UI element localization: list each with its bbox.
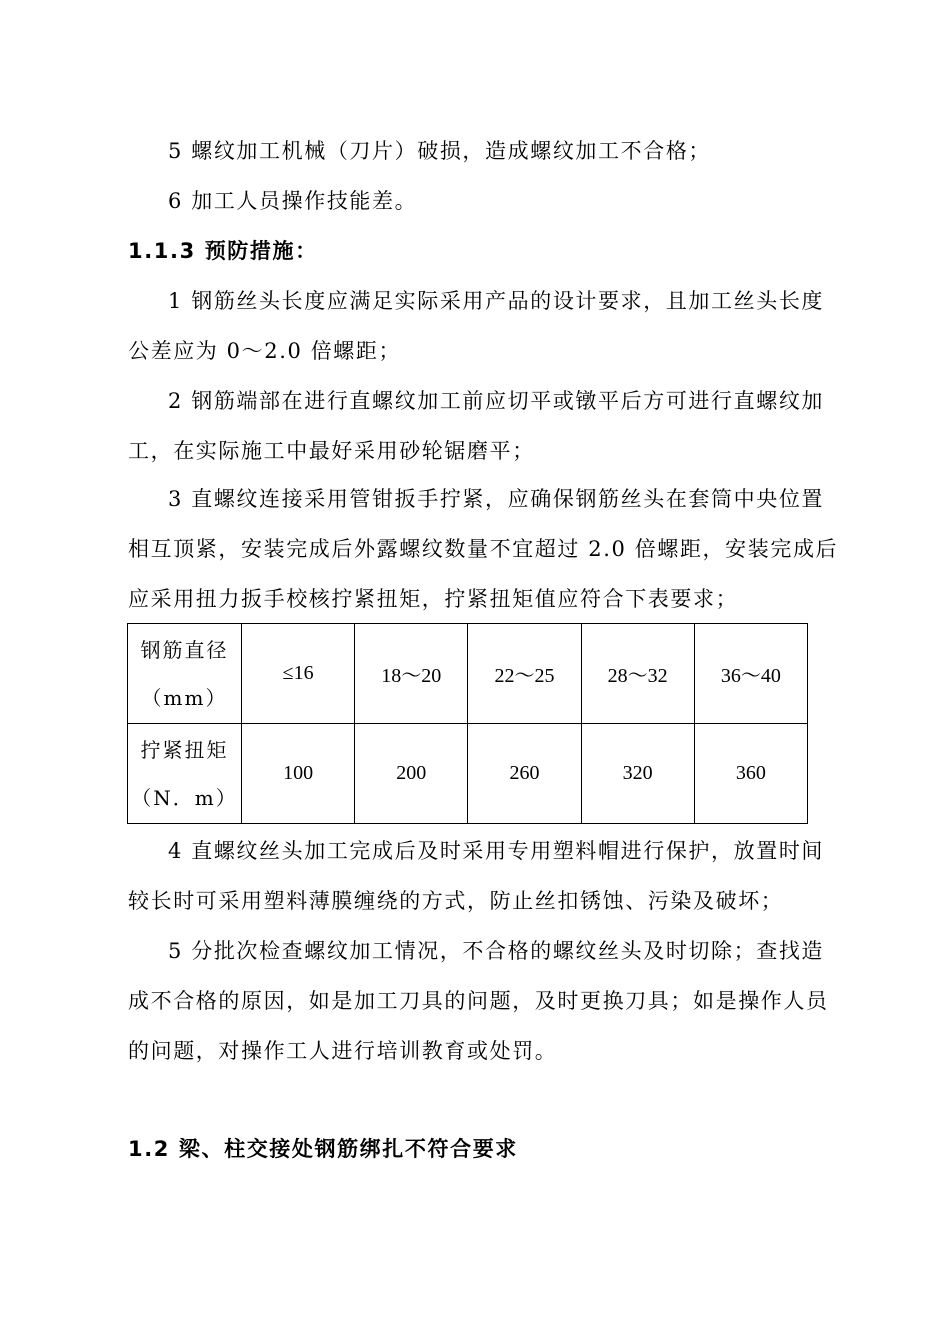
section-heading-1-2: 1.2 梁、柱交接处钢筋绑扎不符合要求 [128,1137,518,1161]
table-row-torque [128,724,808,824]
measure-5-line-3: 的问题，对操作工人进行培训教育或处罚。 [128,1039,558,1063]
measure-3-line-2: 相互顶紧，安装完成后外露螺纹数量不宜超过 2.0 倍螺距，安装完成后 [128,537,839,561]
measure-2-line-2: 工，在实际施工中最好采用砂轮锯磨平； [128,439,535,463]
measure-1-line-1: 1 钢筋丝头长度应满足实际采用产品的设计要求，且加工丝头长度 [168,289,825,313]
measure-3-line-3: 应采用扭力扳手校核拧紧扭矩，拧紧扭矩值应符合下表要求； [128,587,739,611]
torque-table [127,623,808,824]
measure-4-line-1: 4 直螺纹丝头加工完成后及时采用专用塑料帽进行保护，放置时间 [168,839,825,863]
diameter-cell: 18～20 [355,624,468,724]
cause-item-5: 5 螺纹加工机械（刀片）破损，造成螺纹加工不合格； [168,139,712,163]
torque-cell: 360 [694,724,807,824]
torque-cell: 320 [581,724,694,824]
diameter-cell: 36～40 [694,624,807,724]
diameter-cell: 28～32 [581,624,694,724]
torque-header-unit: （N．m） [131,785,238,810]
measure-5-line-2: 成不合格的原因，如是加工刀具的问题，及时更换刀具；如是操作人员 [128,989,829,1013]
table-row-diameter [128,624,808,724]
torque-cell: 260 [468,724,581,824]
diameter-cell: 22～25 [468,624,581,724]
diameter-header-label: 钢筋直径 [140,637,229,662]
measure-1-line-2: 公差应为 0～2.0 倍螺距； [128,339,402,363]
measure-3-line-1: 3 直螺纹连接采用管钳扳手拧紧，应确保钢筋丝头在套筒中央位置 [168,487,825,511]
cause-item-6: 6 加工人员操作技能差。 [168,189,418,213]
torque-cell: 100 [242,724,355,824]
measure-5-line-1: 5 分批次检查螺纹加工情况，不合格的螺纹丝头及时切除；查找造 [168,939,825,963]
torque-cell: 200 [355,724,468,824]
diameter-cell: ≤16 [242,624,355,724]
torque-header-label: 拧紧扭矩 [140,737,229,762]
section-heading-1-1-3: 1.1.3 预防措施： [128,239,318,263]
diameter-header-unit: （mm） [141,685,228,710]
diameter-header-cell [128,624,242,724]
measure-4-line-2: 较长时可采用塑料薄膜缠绕的方式，防止丝扣锈蚀、污染及破坏； [128,889,784,913]
measure-2-line-1: 2 钢筋端部在进行直螺纹加工前应切平或镦平后方可进行直螺纹加 [168,389,825,413]
torque-header-cell [128,724,242,824]
